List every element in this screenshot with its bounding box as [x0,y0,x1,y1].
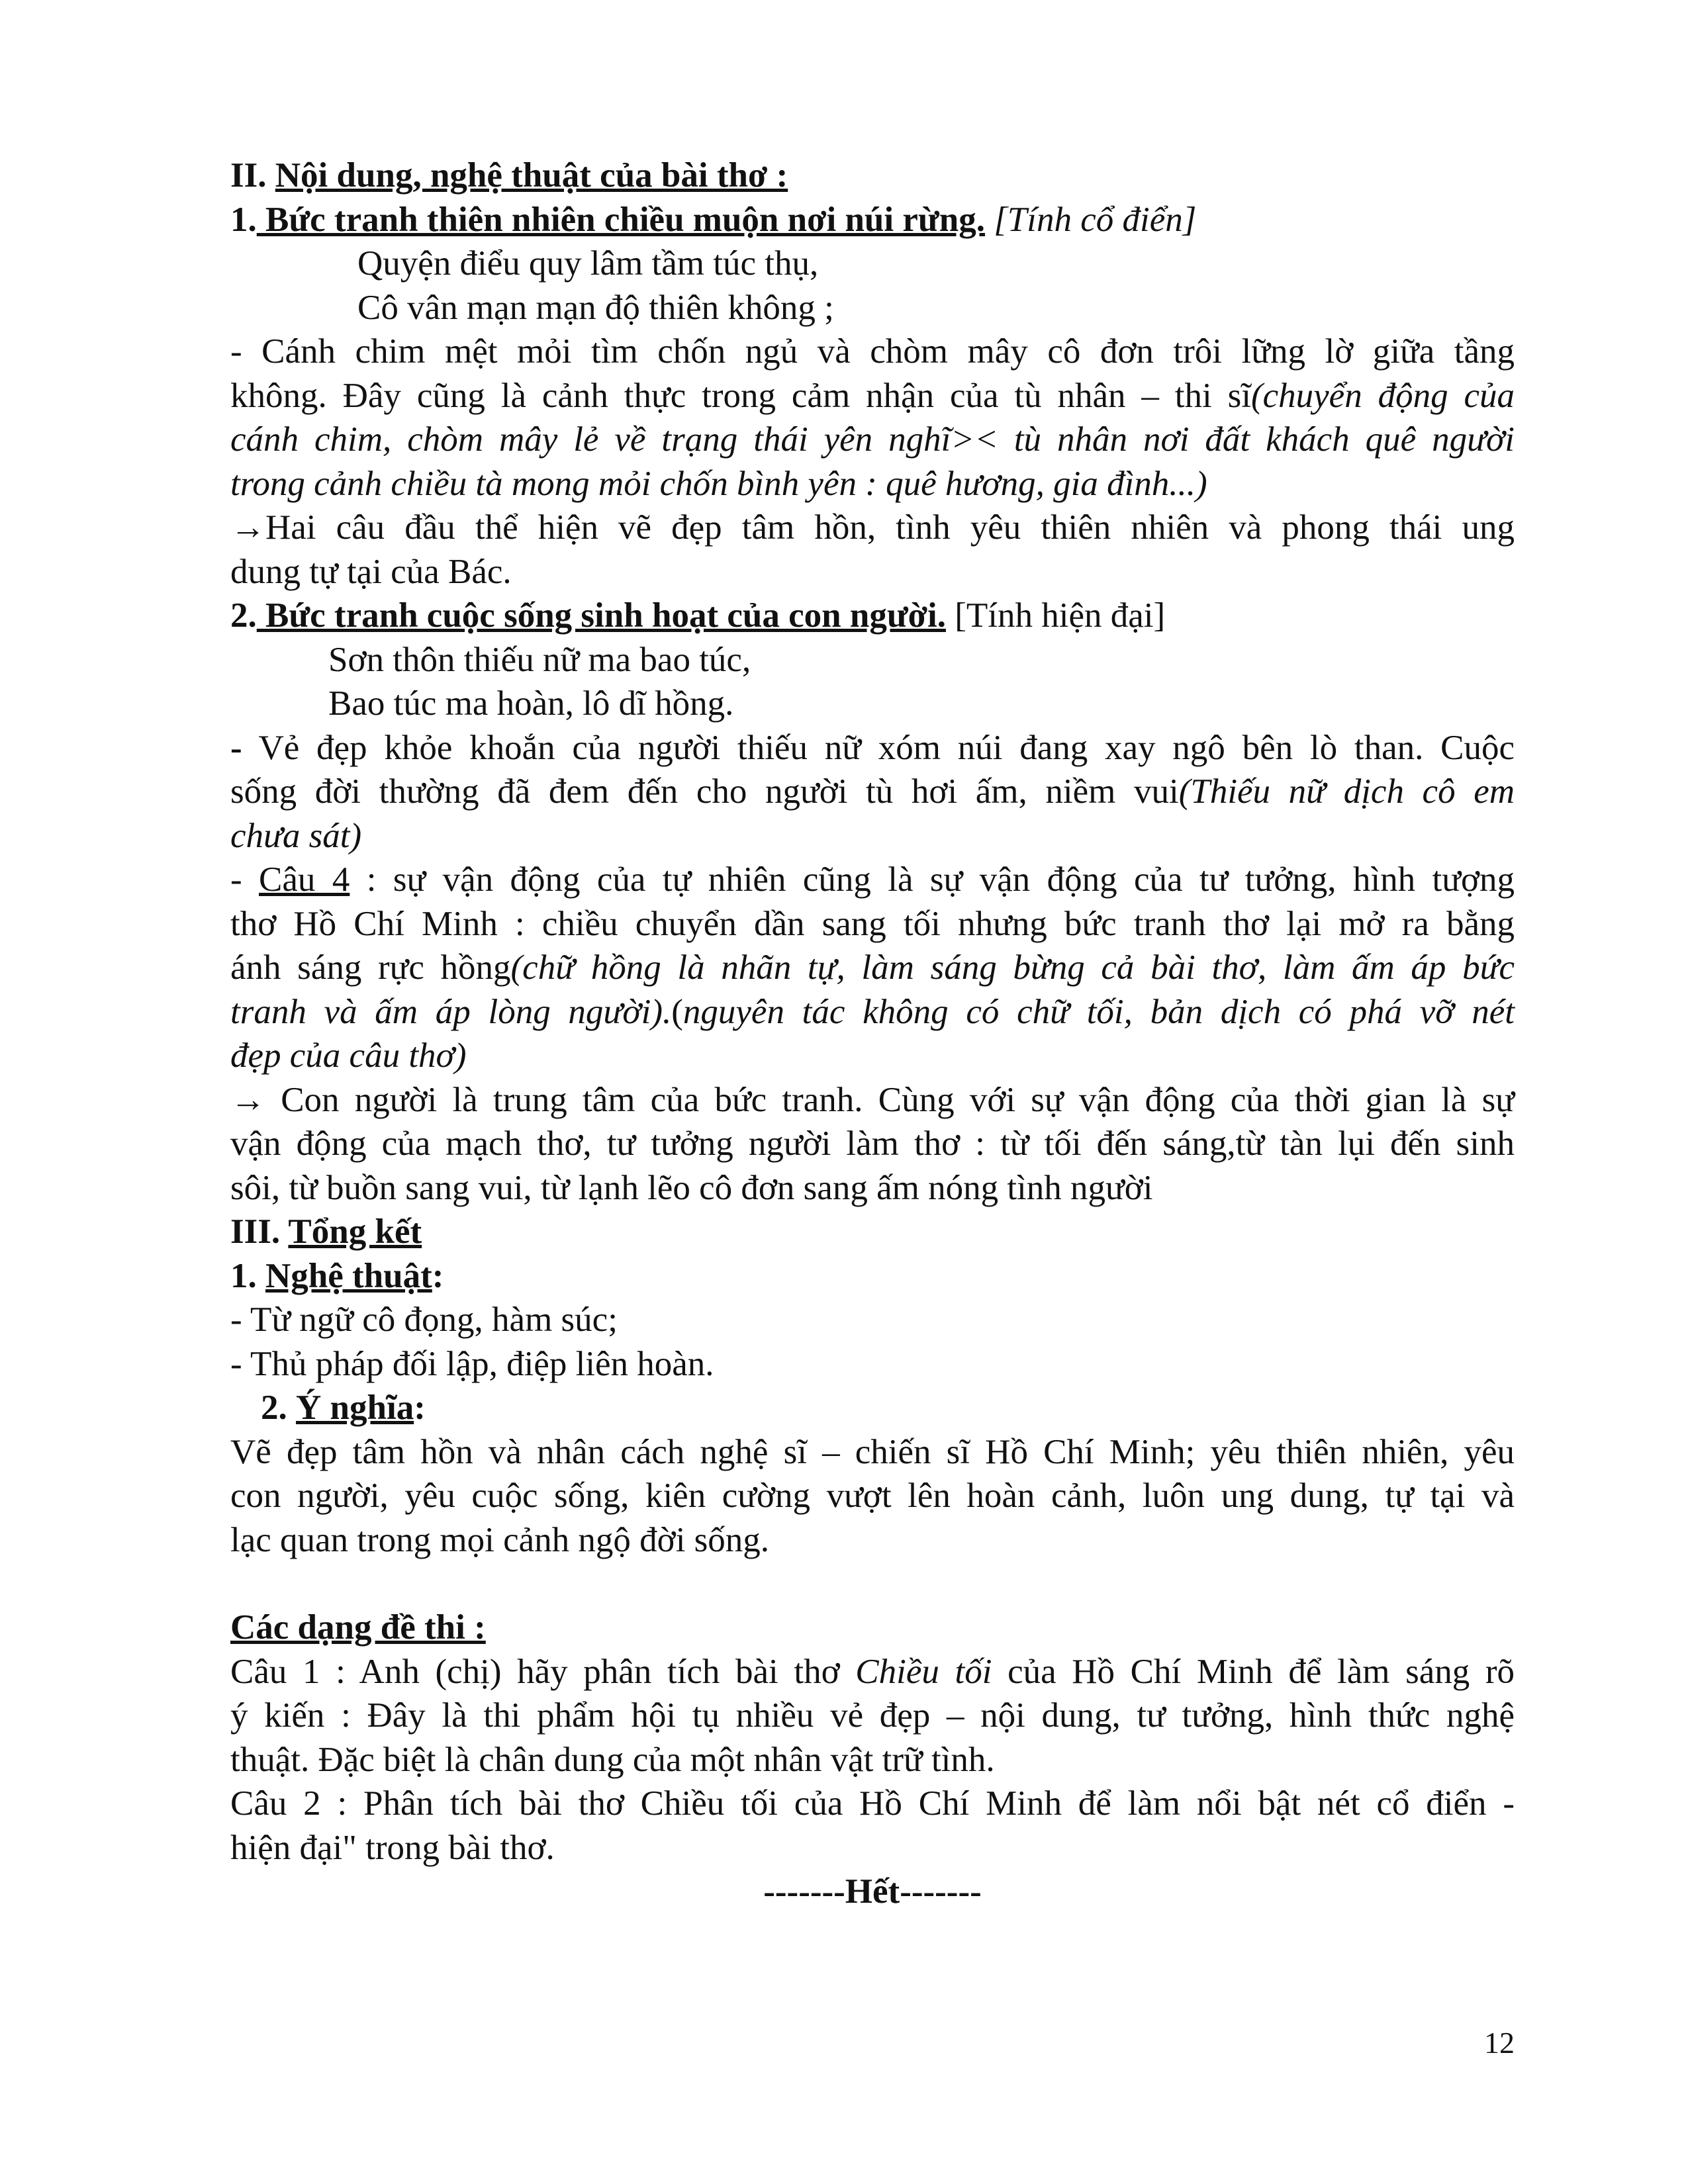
end-mark: -------Hết------- [763,1872,982,1911]
part-2-tag: [Tính hiện đại] [955,596,1166,635]
cau-4-label: Câu 4 [259,860,350,899]
conclusion-line: sôi, từ buồn sang vui, từ lạnh lẽo cô đơn sang ấm nóng tình người [230,1168,1153,1207]
part-2-heading: 2. Bức tranh cuộc sống sinh hoạt của con người. [Tính hiện đại] [230,596,1166,635]
arrow-right-icon: → [230,508,265,547]
paragraph-line: Vẽ đẹp tâm hồn và nhân cách nghệ sĩ – chiến sĩ Hồ Chí Minh; yêu thiên nhiên, yêu [230,1432,1515,1471]
list-item: - Từ ngữ cô đọng, hàm súc; [230,1300,618,1339]
paragraph-line: chưa sát) [230,816,362,855]
part-1-tag: [Tính cổ điển] [994,200,1197,239]
section-2-heading: II. Nội dung, nghệ thuật của bài thơ : [230,156,788,195]
section-3-heading: III. Tổng kết [230,1212,422,1251]
paragraph-line: sống đời thường đã đem đến cho người tù hơi ấm, niềm vui(Thiếu nữ dịch cô em [230,772,1515,811]
question-line: thuật. Đặc biệt là chân dung của một nhân vật trữ tình. [230,1740,995,1779]
question-line: Câu 2 : Phân tích bài thơ Chiều tối của Hồ Chí Minh để làm nổi bật nét cổ điển - [230,1784,1515,1823]
conclusion-line: vận động của mạch thơ, tư tưởng người làm thơ : từ tối đến sáng,từ tàn lụi đến sinh [230,1124,1515,1163]
paragraph-line: - Câu 4 : sự vận động của tự nhiên cũng là sự vận động của tư tưởng, hình tượng [230,860,1515,899]
paragraph-line: con người, yêu cuộc sống, kiên cường vượt lên hoàn cảnh, luôn ung dung, tự tại và [230,1477,1515,1515]
verse-line: Cô vân mạn mạn độ thiên không ; [357,288,834,327]
conclusion-line: → Con người là trung tâm của bức tranh. Cùng với sự vận động của thời gian là sự [230,1080,1515,1119]
paragraph-line: thơ Hồ Chí Minh : chiều chuyển dần sang tối nhưng bức tranh thơ lại mở ra bằng [230,904,1515,943]
list-item: - Thủ pháp đối lập, điệp liên hoàn. [230,1344,714,1383]
exam-heading: Các dạng đề thi : [230,1608,486,1647]
art-heading: 1. Nghệ thuật: [230,1256,444,1295]
part-2-title: Bức tranh cuộc sống sinh hoạt của con người. [256,596,946,635]
paragraph-line: cánh chim, chòm mây lẻ về trạng thái yên nghĩ>< tù nhân nơi đất khách quê người [230,420,1515,459]
conclusion-line: →Hai câu đầu thể hiện vẽ đẹp tâm hồn, tình yêu thiên nhiên và phong thái ung [230,508,1515,547]
meaning-heading: 2. Ý nghĩa: [261,1388,426,1427]
conclusion-line: dung tự tại của Bác. [230,552,512,591]
spacer [230,1562,1515,1606]
page-content [230,154,1515,1914]
question-line: hiện đại" trong bài thơ. [230,1828,555,1867]
question-line: Câu 1 : Anh (chị) hãy phân tích bài thơ Chiều tối của Hồ Chí Minh để làm sáng rõ [230,1652,1515,1691]
paragraph-line: trong cảnh chiều tà mong mỏi chốn bình yên : quê hương, gia đình...) [230,464,1207,503]
paragraph-line: không. Đây cũng là cảnh thực trong cảm nhận của tù nhân – thi sĩ(chuyển động của [230,376,1515,415]
paragraph-line: - Vẻ đẹp khỏe khoắn của người thiếu nữ xóm núi đang xay ngô bên lò than. Cuộc [230,728,1515,767]
page-number: 12 [1484,2026,1515,2060]
verse-line: Bao túc ma hoàn, lô dĩ hồng. [328,684,734,723]
verse-line: Sơn thôn thiếu nữ ma bao túc, [328,640,751,679]
part-1-title: Bức tranh thiên nhiên chiều muộn nơi núi rừng. [256,200,985,239]
paragraph-line: tranh và ấm áp lòng người).(nguyên tác không có chữ tối, bản dịch có phá vỡ nét [230,992,1515,1031]
question-line: ý kiến : Đây là thi phẩm hội tụ nhiều vẻ đẹp – nội dung, tư tưởng, hình thức nghệ [230,1696,1515,1735]
verse-line: Quyện điểu quy lâm tầm túc thụ, [357,244,819,283]
paragraph-line: - Cánh chim mệt mỏi tìm chốn ngủ và chòm mây cô đơn trôi lững lờ giữa tầng [230,332,1515,371]
paragraph-line: lạc quan trong mọi cảnh ngộ đời sống. [230,1520,770,1559]
paragraph-line: đẹp của câu thơ) [230,1036,467,1075]
section-3-title: Tổng kết [288,1212,422,1251]
section-2-title: Nội dung, nghệ thuật của bài thơ : [275,156,788,195]
arrow-right-icon: → [230,1080,265,1119]
part-1-heading: 1. Bức tranh thiên nhiên chiều muộn nơi núi rừng. [Tính cổ điển] [230,200,1197,239]
paragraph-line: ánh sáng rực hồng(chữ hồng là nhãn tự, làm sáng bừng cả bài thơ, làm ấm áp bức [230,948,1515,987]
